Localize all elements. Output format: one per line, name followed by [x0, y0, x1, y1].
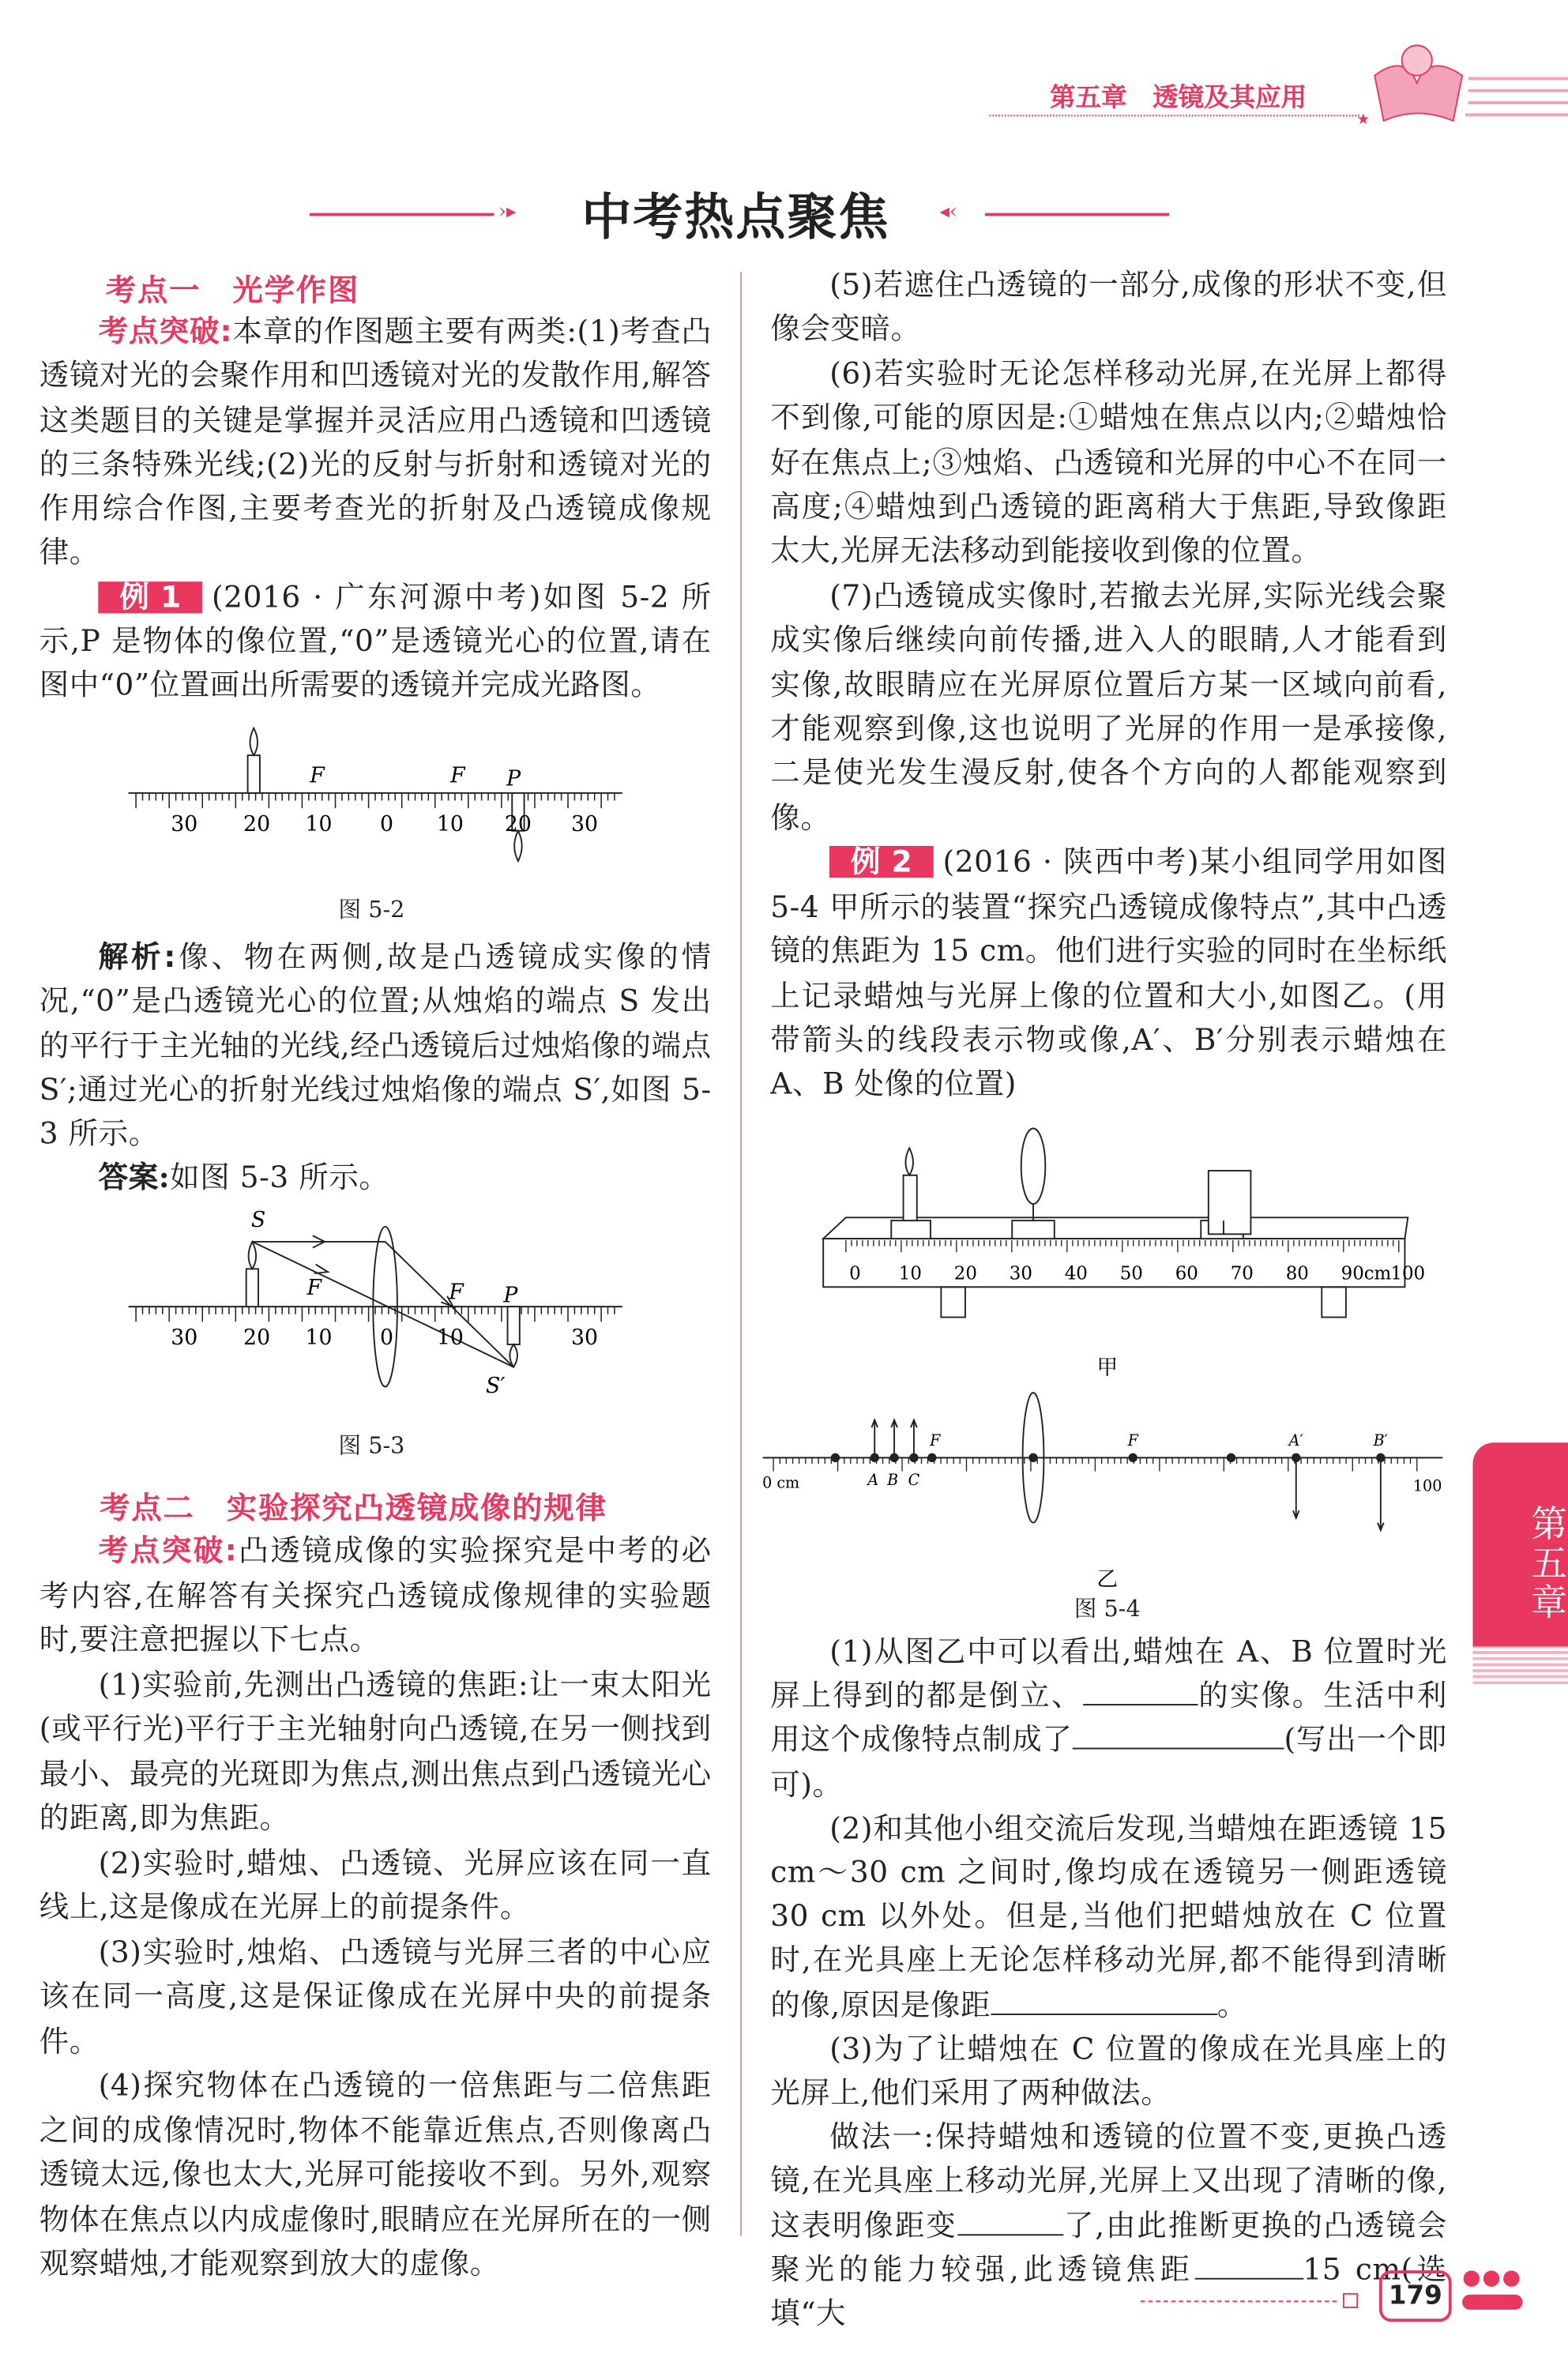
paragraph: (2016 · 陕西中考)某小组同学用如图 5-4 甲所示的装置“探究凸透镜成像特点”,其中凸透镜的焦距为 15 cm。他们进行实验的同时在坐标纸上记录蜡烛与光屏上像的位置和大小,如图乙。(用带箭头的线段表示物或像,A′、B′分别表示蜡烛在 A、B 处像的位置) — [770, 844, 1447, 1102]
point-a-prime-label: A′ — [1288, 1431, 1303, 1450]
figure-caption: 图 5-2 — [338, 895, 405, 923]
tick-label: 40 — [1064, 1263, 1088, 1284]
tick-label: 10 — [305, 811, 333, 837]
position-dot — [1228, 1454, 1235, 1462]
tick-label: 80 — [1285, 1263, 1309, 1284]
label-analysis: 解析: — [98, 939, 176, 975]
page-number: 179 — [1379, 2270, 1452, 2322]
question-text: 了,由此推断更换的凸透镜会聚光的能力较强,此透镜焦距 — [770, 2208, 1447, 2287]
figure-part-label: 乙 — [1096, 1566, 1119, 1592]
footer-square-icon — [1343, 2293, 1358, 2308]
tick-label: 60 — [1175, 1263, 1198, 1284]
svg-text:★: ★ — [1356, 109, 1371, 128]
object-arrow — [871, 1420, 878, 1458]
question-text: (2)和其他小组交流后发现,当蜡烛在距透镜 15 cm～30 cm 之间时,像均成在透镜另一侧距透镜 30 cm 以外处。但是,当他们把蜡烛放在 C 位置时,在光具座上无论怎样移动光屏,都不能得到清晰的像,原因是像距 — [770, 1811, 1447, 2022]
tick-label: 100 — [1390, 1263, 1426, 1284]
left-block-2 — [39, 935, 712, 1201]
tick-label: cm — [1363, 1263, 1392, 1284]
point-a-label: A — [867, 1470, 879, 1489]
header-dotted-line — [990, 115, 1360, 116]
tick-label: 10 — [436, 811, 464, 837]
tick-label: 10 — [898, 1263, 922, 1284]
right-block-1 — [770, 263, 1447, 1107]
side-tab-stripes — [1472, 1646, 1567, 1684]
list-item: (2)实验时,蜡烛、凸透镜、光屏应该在同一直线上,这是像成在光屏上的前提条件。 — [39, 1844, 712, 1925]
focus-label: F — [449, 1280, 464, 1305]
tick-label: 20 — [243, 811, 271, 837]
list-item: (4)探究物体在凸透镜的一倍焦距与二倍焦距之间的成像情况时,物体不能靠近焦点,否则像离凸透镜太远,像也太大,光屏可能接收不到。另外,观察物体在焦点以内成虚像时,眼睛应在光屏所在的一侧观察蜡烛,才能观察到放大的虚像。 — [39, 2067, 712, 2281]
tick-label: 30 — [571, 1325, 599, 1350]
point-s-label: S — [250, 1207, 266, 1232]
focus-label: F — [306, 1275, 322, 1300]
example-1-badge: 例 1 — [99, 581, 203, 613]
paragraph: (2016 · 广东河源中考)如图 5-2 所示,P 是物体的像位置,“0”是透镜光心的位置,请在图中“0”位置画出所需要的透镜并完成光路图。 — [39, 579, 712, 703]
tick-label: 0 — [849, 1263, 861, 1284]
paragraph: 如图 5-3 所示。 — [170, 1160, 389, 1196]
tick-label: 30 — [571, 811, 599, 837]
point-b-label: B — [887, 1470, 899, 1489]
tick-label: 70 — [1230, 1263, 1254, 1284]
footer-dots: ●●● — [1462, 2266, 1568, 2314]
point-s-prime-label: S′ — [486, 1374, 506, 1399]
tick-label: 0 — [380, 811, 394, 837]
right-block-2 — [770, 1630, 1447, 2336]
figure-part-label: 甲 — [1096, 1356, 1119, 1381]
paragraph: 本章的作图题主要有两类:(1)考查凸透镜对光的会聚作用和凹透镜对光的发散作用,解答这类题目的关键是掌握并灵活应用凸透镜和凹透镜的三条特殊光线;(2)光的反射与折射和透镜对光的作用综合作图,主要考查光的折射及凸透镜成像规律。 — [39, 314, 712, 570]
tick-label: 90 — [1341, 1263, 1364, 1284]
position-dot — [1129, 1454, 1137, 1462]
figure-caption: 图 5-4 — [1074, 1595, 1141, 1623]
label-answer: 答案: — [98, 1160, 171, 1196]
object-arrow — [911, 1420, 917, 1458]
position-dot — [832, 1454, 840, 1462]
left-block-3 — [39, 1529, 712, 2286]
title-marker-right-icon: ›▸ — [498, 201, 517, 224]
paragraph: 像、物在两侧,故是凸透镜成实像的情况,“0”是凸透镜光心的位置;从烛焰的端点 S 发出的平行于主光轴的光线,经凸透镜后过烛焰像的端点 S′;通过光心的折射光线过烛焰像的端点 S′,如图 5-3 所示。 — [39, 939, 712, 1152]
title-line-right — [985, 213, 1169, 216]
list-item: (7)凸透镜成实像时,若撤去光屏,实际光线会聚成实像后继续向前传播,进入人的眼睛,人才能看到实像,故眼睛应在光屏原位置后方某一区域向前看,才能观察到像,这也说明了光屏的作用一是承接像,二是使光发生漫反射,使各个方向的人都能观察到像。 — [770, 578, 1447, 836]
focus-label: F — [450, 763, 465, 788]
tick-label: 10 — [436, 1325, 464, 1350]
tick-label: 10 — [305, 1325, 333, 1350]
image-point-label: P — [506, 766, 521, 792]
focus-label: F — [1127, 1431, 1138, 1450]
question-text: 。 — [1216, 1987, 1247, 2022]
axis-zero-label: 0 cm — [762, 1473, 800, 1492]
focus-label: F — [930, 1431, 941, 1450]
label-breakthrough: 考点突破: — [98, 1532, 238, 1568]
tick-label: 0 — [380, 1325, 394, 1350]
axis-hundred-label: 100 — [1412, 1476, 1442, 1495]
answer-blank[interactable] — [1082, 1679, 1197, 1705]
image-arrow — [1378, 1457, 1384, 1530]
section-title: 中考热点聚焦 — [581, 187, 890, 246]
answer-blank[interactable] — [1073, 1723, 1284, 1750]
footer-dotted-line — [1141, 2300, 1337, 2302]
image-point-label: P — [503, 1283, 518, 1308]
position-dot — [1029, 1454, 1037, 1462]
question-text: 的实像。生活中利用这个成像特点制成了 — [770, 1678, 1448, 1758]
list-item: (3)实验时,烛焰、凸透镜与光屏三者的中心应该在同一高度,这是保证像成在光屏中央的前提条件。 — [39, 1934, 712, 2059]
image-arrow — [1293, 1457, 1299, 1517]
tick-label: 30 — [171, 811, 198, 837]
tick-label: 30 — [1009, 1263, 1032, 1284]
figure-5-2 — [0, 0, 740, 1510]
list-item: (5)若遮住凸透镜的一部分,成像的形状不变,但像会变暗。 — [770, 267, 1447, 347]
tick-label: 50 — [1119, 1263, 1143, 1284]
title-marker-left-icon: ◂‹ — [939, 201, 957, 224]
list-item: (6)若实验时无论怎样移动光屏,在光屏上都得不到像,可能的原因是:①蜡烛在焦点以内;②蜡烛恰好在焦点上;③烛焰、凸透镜和光屏的中心不在同一高度;④蜡烛到凸透镜的距离稍大于焦距,导致像距太大,光屏无法移动到能接收到像的位置。 — [770, 355, 1447, 569]
answer-blank[interactable] — [1194, 2252, 1303, 2279]
figure-caption: 图 5-3 — [338, 1431, 405, 1460]
chapter-header: 第五章 透镜及其应用 — [1050, 83, 1307, 114]
object-arrow — [891, 1420, 897, 1458]
point-b-prime-label: B′ — [1373, 1431, 1389, 1450]
position-dot — [928, 1454, 936, 1462]
focus-label: F — [310, 763, 325, 788]
question-text: (写出一个即可)。 — [770, 1722, 1447, 1802]
heading-topic-1: 考点一 光学作图 — [105, 272, 360, 309]
answer-blank[interactable] — [991, 1987, 1217, 2014]
tick-label: 20 — [953, 1263, 977, 1284]
tick-label: 20 — [243, 1325, 271, 1350]
figure-5-4 — [740, 1103, 1465, 1601]
book-mascot-icon — [1344, 15, 1568, 136]
paragraph: 凸透镜成像的实验探究是中考的必考内容,在解答有关探究凸透镜成像规律的实验题时,要注意把握以下七点。 — [39, 1532, 712, 1657]
tick-label: 20 — [504, 811, 532, 837]
question-text: 做法一:保持蜡烛和透镜的位置不变,更换凸透镜,在光具座上移动光屏,光屏上又出现了清晰的像,这表明像距变 — [770, 2119, 1447, 2243]
chapter-side-tab: 第五章 — [1472, 1442, 1568, 1646]
label-breakthrough: 考点突破: — [98, 314, 233, 349]
list-item: (1)实验前,先测出凸透镜的焦距:让一束太阳光(或平行光)平行于主光轴射向凸透镜,在另一侧找到最小、最亮的光斑即为焦点,测出焦点到凸透镜光心的距离,即为焦距。 — [39, 1667, 712, 1836]
point-c-label: C — [908, 1470, 920, 1489]
tick-label: 30 — [171, 1325, 198, 1350]
question-text: 15 cm(选填“大 — [770, 2251, 1447, 2331]
answer-blank[interactable] — [957, 2208, 1063, 2235]
question-text: (3)为了让蜡烛在 C 位置的像成在光具座上的光屏上,他们采用了两种做法。 — [770, 2031, 1447, 2111]
question-text: (1)从图乙中可以看出,蜡烛在 A、B 位置时光屏上得到的都是倒立、 — [770, 1634, 1447, 1713]
heading-topic-2: 考点二 实验探究凸透镜成像的规律 — [100, 1489, 607, 1526]
example-2-badge: 例 2 — [829, 846, 934, 878]
